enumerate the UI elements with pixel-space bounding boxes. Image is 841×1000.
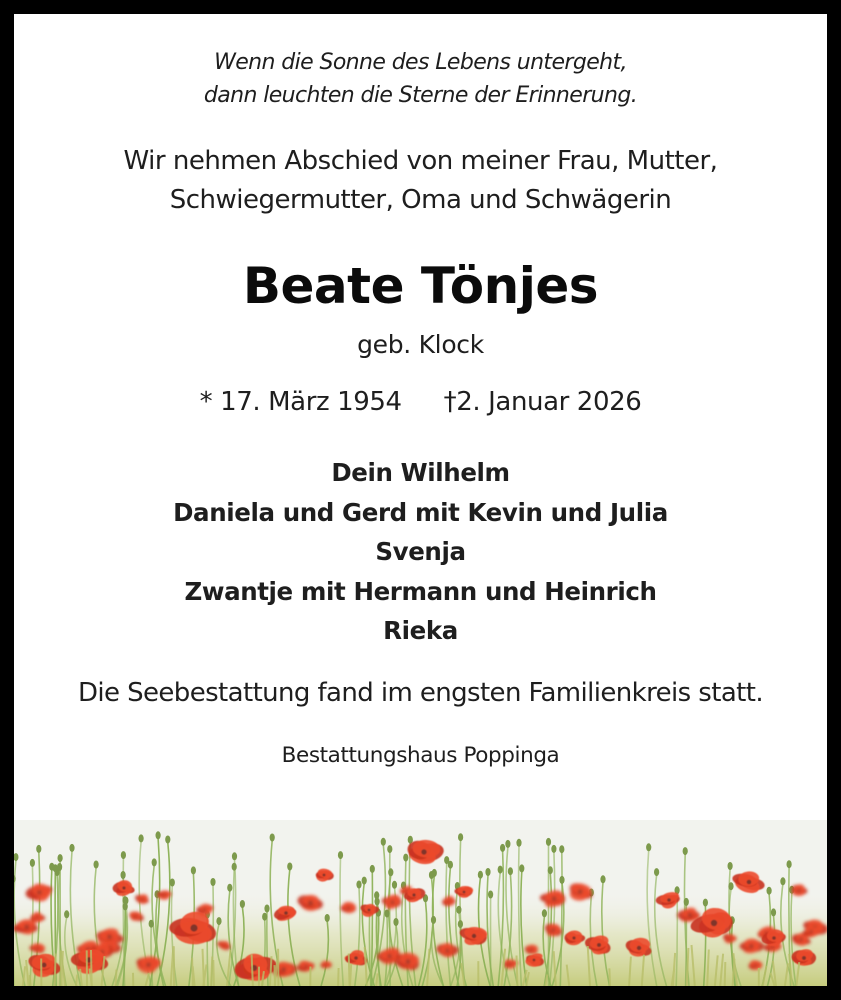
mourner: Rieka — [383, 616, 458, 645]
death-cross-icon: † — [443, 387, 457, 417]
mourner: Daniela und Gerd mit Kevin und Julia — [173, 497, 668, 527]
memorial-quote — [14, 46, 827, 112]
obituary-card — [14, 14, 827, 986]
birth-star-icon: * — [199, 387, 213, 417]
quote-line: dann leuchten die Sterne der Erinnerung. — [203, 83, 638, 108]
burial-note: Die Seebestattung fand im engsten Familienkreis statt. — [78, 678, 763, 708]
poppy-field-image — [14, 820, 827, 986]
poppy-field-illustration — [14, 820, 827, 986]
birth-date: 17. März 1954 — [220, 387, 402, 417]
mourner: Dein Wilhelm — [331, 458, 510, 487]
intro-line: Wir nehmen Abschied von meiner Frau, Mutter, — [123, 146, 718, 176]
death-date: 2. Januar 2026 — [456, 387, 642, 417]
quote-line: Wenn die Sonne des Lebens untergeht, — [214, 50, 627, 75]
mourner: Svenja — [375, 537, 466, 566]
intro-line: Schwiegermutter, Oma und Schwägerin — [169, 185, 672, 215]
maiden-name: geb. Klock — [357, 330, 484, 359]
mourners-list — [14, 453, 827, 651]
undertaker-name: Bestattungshaus Poppinga — [281, 743, 560, 768]
life-dates — [14, 384, 827, 420]
deceased-name: Beate Tönjes — [242, 257, 599, 315]
farewell-intro — [14, 142, 827, 220]
mourner: Zwantje mit Hermann und Heinrich — [184, 576, 657, 606]
